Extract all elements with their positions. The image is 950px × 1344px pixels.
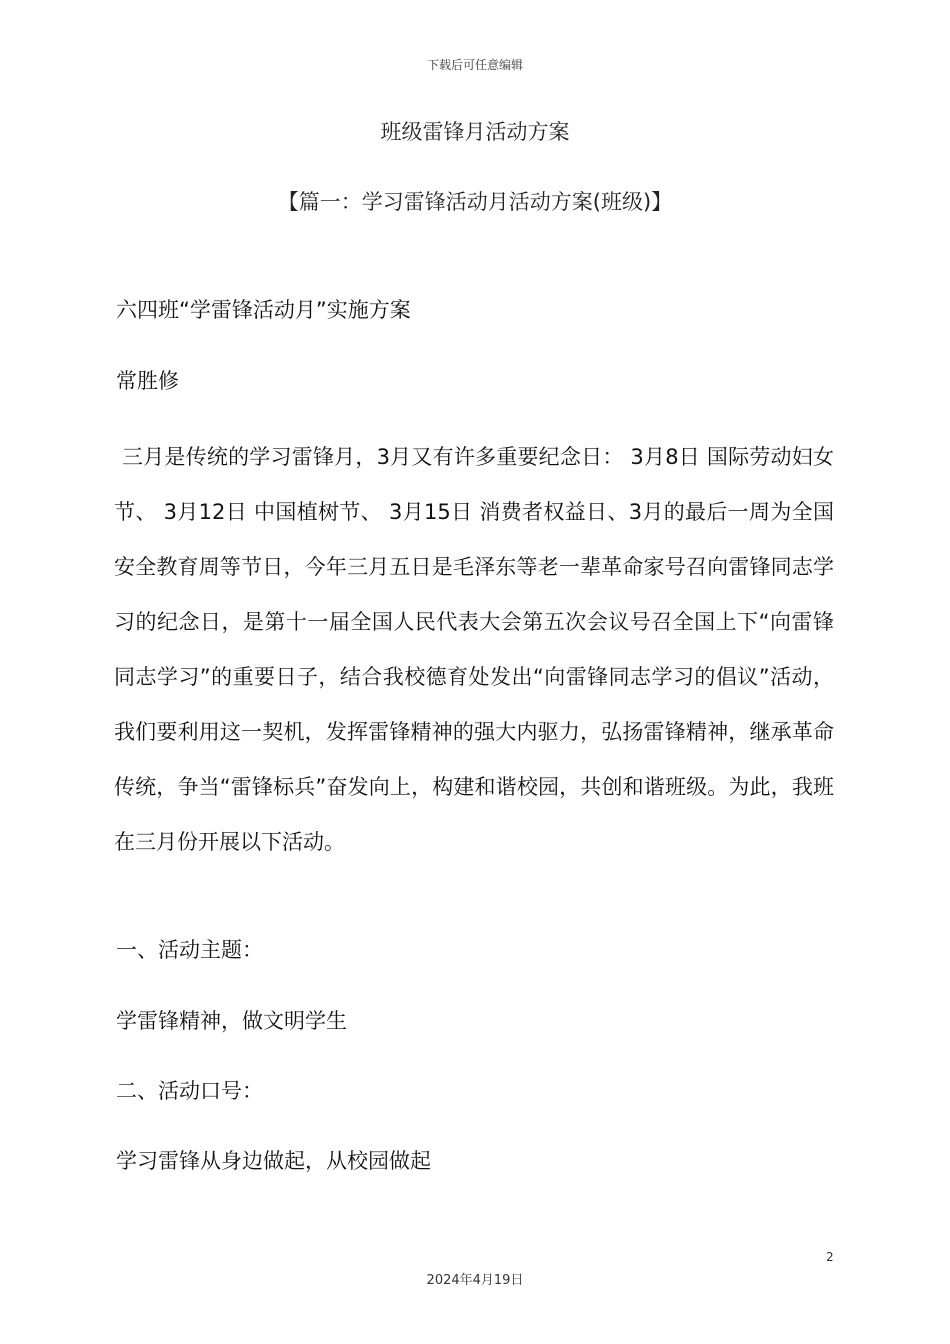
section2-heading: 二、活动口号： [116,1079,263,1103]
document-subtitle: 【篇一：学习雷锋活动月活动方案(班级)】 [277,190,673,214]
header-note: 下载后可任意编辑 [426,58,523,72]
page-number: 2 [826,1250,834,1264]
section2-content: 学习雷锋从身边做起，从校园做起 [116,1149,431,1173]
author-name: 常胜修 [116,369,179,393]
plan-title: 六四班“学雷锋活动月”实施方案 [116,298,411,322]
section1-heading: 一、活动主题： [116,938,263,962]
section1-content: 学雷锋精神，做文明学生 [116,1009,347,1033]
footer-date: 2024年4月19日 [426,1273,524,1288]
intro-paragraph: 三月是传统的学习雷锋月，3月又有许多重要纪念日： 3月8日 国际劳动妇女节、 3月12日 中国植树节、 3月15日 消费者权益日、3月的最后一周为全国安全教育周等节日，今年三月五日是毛泽东等老一辈革命家号召向雷锋同志学习的纪念日，是第十一届全国人民代表大会第五次会议号召全国上下“向雷锋同志学习”的重要日子，结合我校德育处发出“向雷锋同志学习的倡议”活动，我们要利用这一契机，发挥雷锋精神的强大内驱力，弘扬雷锋精神，继承革命传统，争当“雷锋标兵”奋发向上，构建和谐校园，共创和谐班级。为此，我班在三月份开展以下活动。 [114,445,834,854]
document-title: 班级雷锋月活动方案 [380,120,570,144]
